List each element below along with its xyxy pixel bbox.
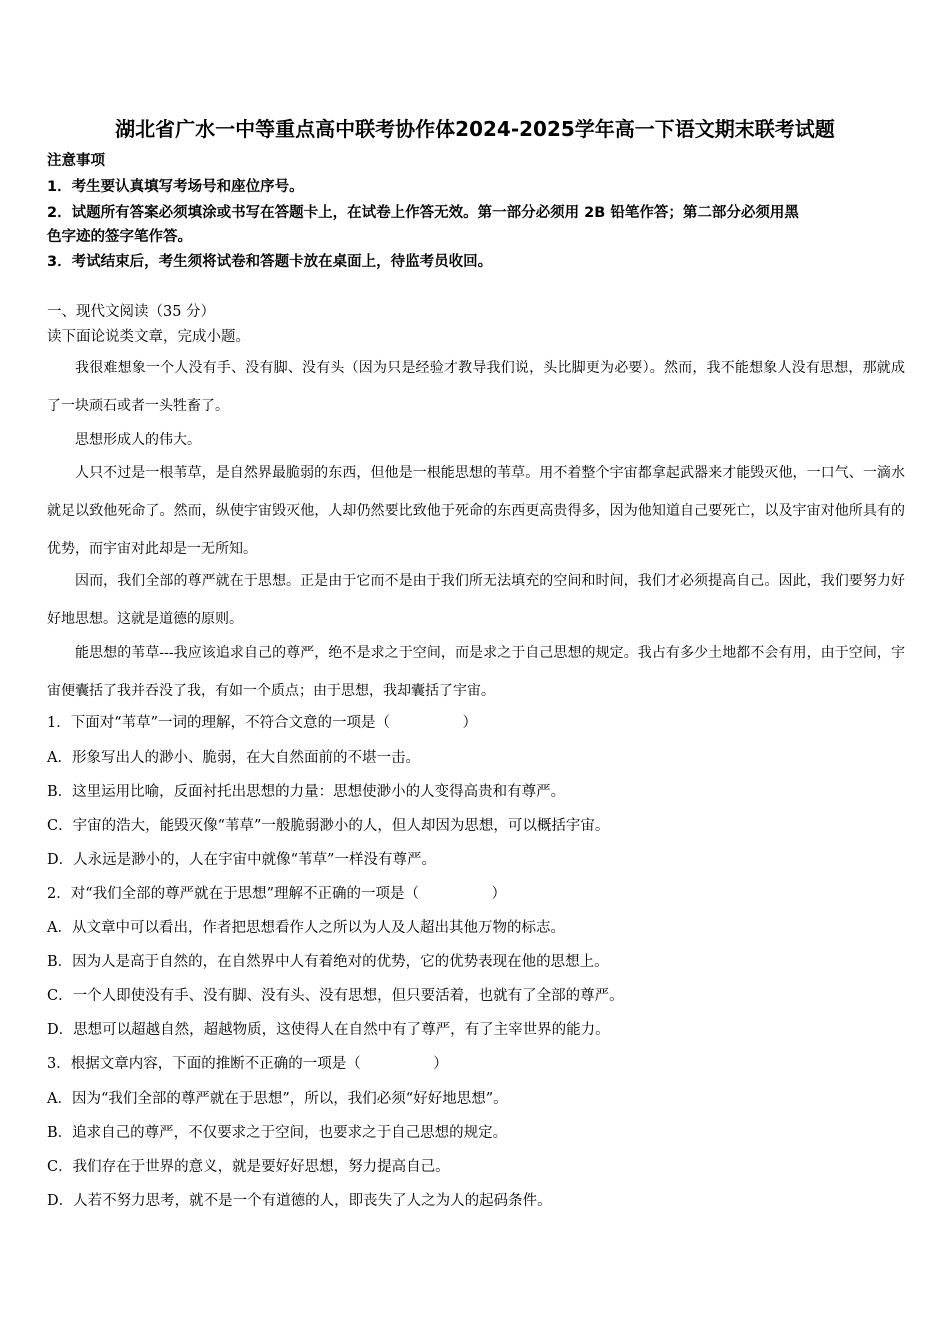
passage-paragraph-3: 人只不过是一根苇草，是自然界最脆弱的东西，但他是一根能思想的苇草。用不着整个宇宙都拿起武器来才能毁灭他，一口气、一滴水就足以致他死命了。然而，纵使宇宙毁灭他，人却仍然要比致他于死命的东西更高贵得多，因为他知道自己要死亡，以及宇宙对他所具有的优势，而宇宙对此却是一无所知。 [47,465,905,557]
passage-paragraph-5: 能思想的苇草---我应该追求自己的尊严，绝不是求之于空间，而是求之于自己思想的规定。我占有多少土地都不会有用，由于空间，宇宙便囊括了我并吞没了我，有如一个质点；由于思想，我却囊括了宇宙。 [47,645,905,699]
section-instruction: 读下面论说类文章，完成小题。 [47,329,250,345]
passage-paragraph-2: 思想形成人的伟大。 [75,432,201,448]
question-3-option-a: A．因为“我们全部的尊严就在于思想”，所以，我们必须“好好地思想”。 [47,1091,508,1107]
question-1-option-d: D．人永远是渺小的，人在宇宙中就像“苇草”一样没有尊严。 [47,852,436,868]
question-1-stem: 1．下面对“苇草”一词的理解，不符合文意的一项是（ ） [47,715,478,731]
question-2-option-c: C．一个人即使没有手、没有脚、没有头、没有思想，但只要活着，也就有了全部的尊严。 [47,988,624,1004]
question-2-option-b: B．因为人是高于自然的，在自然界中人有着绝对的优势，它的优势表现在他的思想上。 [47,954,609,970]
notice-item-1: 1．考生要认真填写考场号和座位序号。 [47,179,304,195]
notice-heading: 注意事项 [47,153,105,169]
section-heading: 一、现代文阅读（35 分） [47,304,216,320]
passage-paragraph-1: 我很难想象一个人没有手、没有脚、没有头（因为只是经验才教导我们说，头比脚更为必要）。然而，我不能想象人没有思想，那就成了一块顽石或者一头牲畜了。 [47,360,905,414]
question-3-option-d: D．人若不努力思考，就不是一个有道德的人，即丧失了人之为人的起码条件。 [47,1193,552,1209]
question-1-option-a: A．形象写出人的渺小、脆弱，在大自然面前的不堪一击。 [47,750,420,766]
notice-item-2-line-1: 2．试题所有答案必须填涂或书写在答题卡上，在试卷上作答无效。第一部分必须用 2B 铅笔作答；第二部分必须用黑 [47,205,799,221]
question-1-option-b: B．这里运用比喻，反面衬托出思想的力量：思想使渺小的人变得高贵和有尊严。 [47,784,566,800]
page-title: 湖北省广水一中等重点高中联考协作体2024-2025学年高一下语文期末联考试题 [115,117,835,141]
passage-paragraph-4: 因而，我们全部的尊严就在于思想。正是由于它而不是由于我们所无法填充的空间和时间，我们才必须提高自己。因此，我们要努力好好地思想。这就是道德的原则。 [47,573,905,627]
question-3-option-b: B．追求自己的尊严，不仅要求之于空间，也要求之于自己思想的规定。 [47,1125,508,1141]
question-2-option-d: D．思想可以超越自然，超越物质，这使得人在自然中有了尊严，有了主宰世界的能力。 [47,1022,610,1038]
notice-item-3: 3．考试结束后，考生须将试卷和答题卡放在桌面上，待监考员收回。 [47,254,493,270]
notice-item-2-line-2: 色字迹的签字笔作答。 [47,229,192,245]
question-2-stem: 2．对“我们全部的尊严就在于思想”理解不正确的一项是（ ） [47,886,507,902]
question-3-stem: 3．根据文章内容，下面的推断不正确的一项是（ ） [47,1056,448,1072]
question-2-option-a: A．从文章中可以看出，作者把思想看作人之所以为人及人超出其他万物的标志。 [47,920,565,936]
question-1-option-c: C．宇宙的浩大，能毁灭像“苇草”一般脆弱渺小的人，但人却因为思想，可以概括宇宙。 [47,818,610,834]
question-3-option-c: C．我们存在于世界的意义，就是要好好思想，努力提高自己。 [47,1159,450,1175]
